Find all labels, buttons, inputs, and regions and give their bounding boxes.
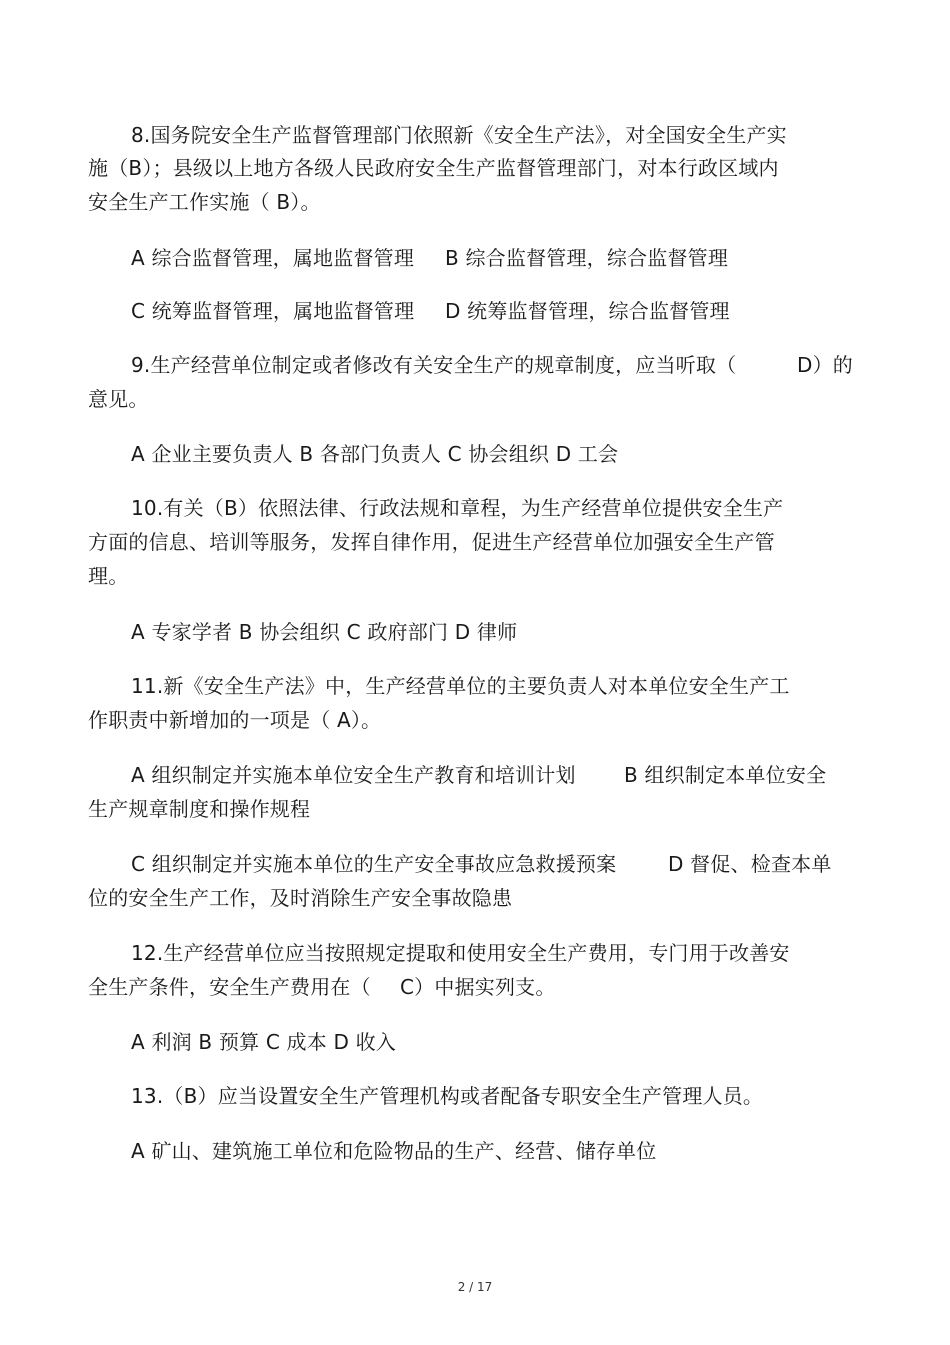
q8-option-b: B 综合监督管理，综合监督管理 [445, 246, 729, 270]
q8-option-c: C 统筹监督管理，属地监督管理 [131, 299, 415, 323]
q11-line-1: 11.新《安全生产法》中，生产经营单位的主要负责人对本单位安全生产工 [131, 674, 790, 698]
q11-option-c: C 组织制定并实施本单位的生产安全事故应急救援预案 [131, 852, 617, 876]
q9-line-2: 意见。 [88, 387, 149, 411]
q11-option-d-end: 位的安全生产工作，及时消除生产安全事故隐患 [88, 886, 513, 910]
q8-option-a: A 综合监督管理，属地监督管理 [131, 246, 415, 270]
q12-line-2b: C）中据实列支。 [400, 975, 556, 999]
q10-options: A 专家学者 B 协会组织 C 政府部门 D 律师 [131, 620, 518, 644]
q12-options: A 利润 B 预算 C 成本 D 收入 [131, 1030, 397, 1054]
q8-line-1: 8.国务院安全生产监督管理部门依照新《安全生产法》，对全国安全生产实 [131, 123, 787, 147]
q13-option-a: A 矿山、建筑施工单位和危险物品的生产、经营、储存单位 [131, 1139, 657, 1163]
q11-line-2: 作职责中新增加的一项是（ A）。 [88, 708, 382, 732]
q11-option-a: A 组织制定并实施本单位安全生产教育和培训计划 [131, 763, 576, 787]
q9-options: A 企业主要负责人 B 各部门负责人 C 协会组织 D 工会 [131, 442, 619, 466]
q10-line-3: 理。 [88, 564, 129, 588]
q8-line-3: 安全生产工作实施（ B）。 [88, 190, 321, 214]
q11-option-b-end: 生产规章制度和操作规程 [88, 797, 311, 821]
q8-option-d: D 统筹监督管理，综合监督管理 [445, 299, 730, 323]
q8-line-2: 施（B）；县级以上地方各级人民政府安全生产监督管理部门，对本行政区域内 [88, 156, 779, 180]
q12-line-1: 12.生产经营单位应当按照规定提取和使用安全生产费用，专门用于改善安 [131, 941, 790, 965]
q9-line-1a: 9.生产经营单位制定或者修改有关安全生产的规章制度，应当听取（ [131, 353, 737, 377]
q11-option-d-start: D 督促、检查本单 [668, 852, 832, 876]
q10-line-2: 方面的信息、培训等服务，发挥自律作用，促进生产经营单位加强安全生产管 [88, 530, 775, 554]
q10-line-1: 10.有关（B）依照法律、行政法规和章程，为生产经营单位提供安全生产 [131, 496, 784, 520]
q12-line-2a: 全生产条件，安全生产费用在（ [88, 975, 371, 999]
q11-option-b-start: B 组织制定本单位安全 [624, 763, 827, 787]
q13-line-1: 13.（B）应当设置安全生产管理机构或者配备专职安全生产管理人员。 [131, 1084, 764, 1108]
page-number: 2 / 17 [457, 1280, 493, 1294]
q9-line-1b: D）的 [797, 353, 854, 377]
